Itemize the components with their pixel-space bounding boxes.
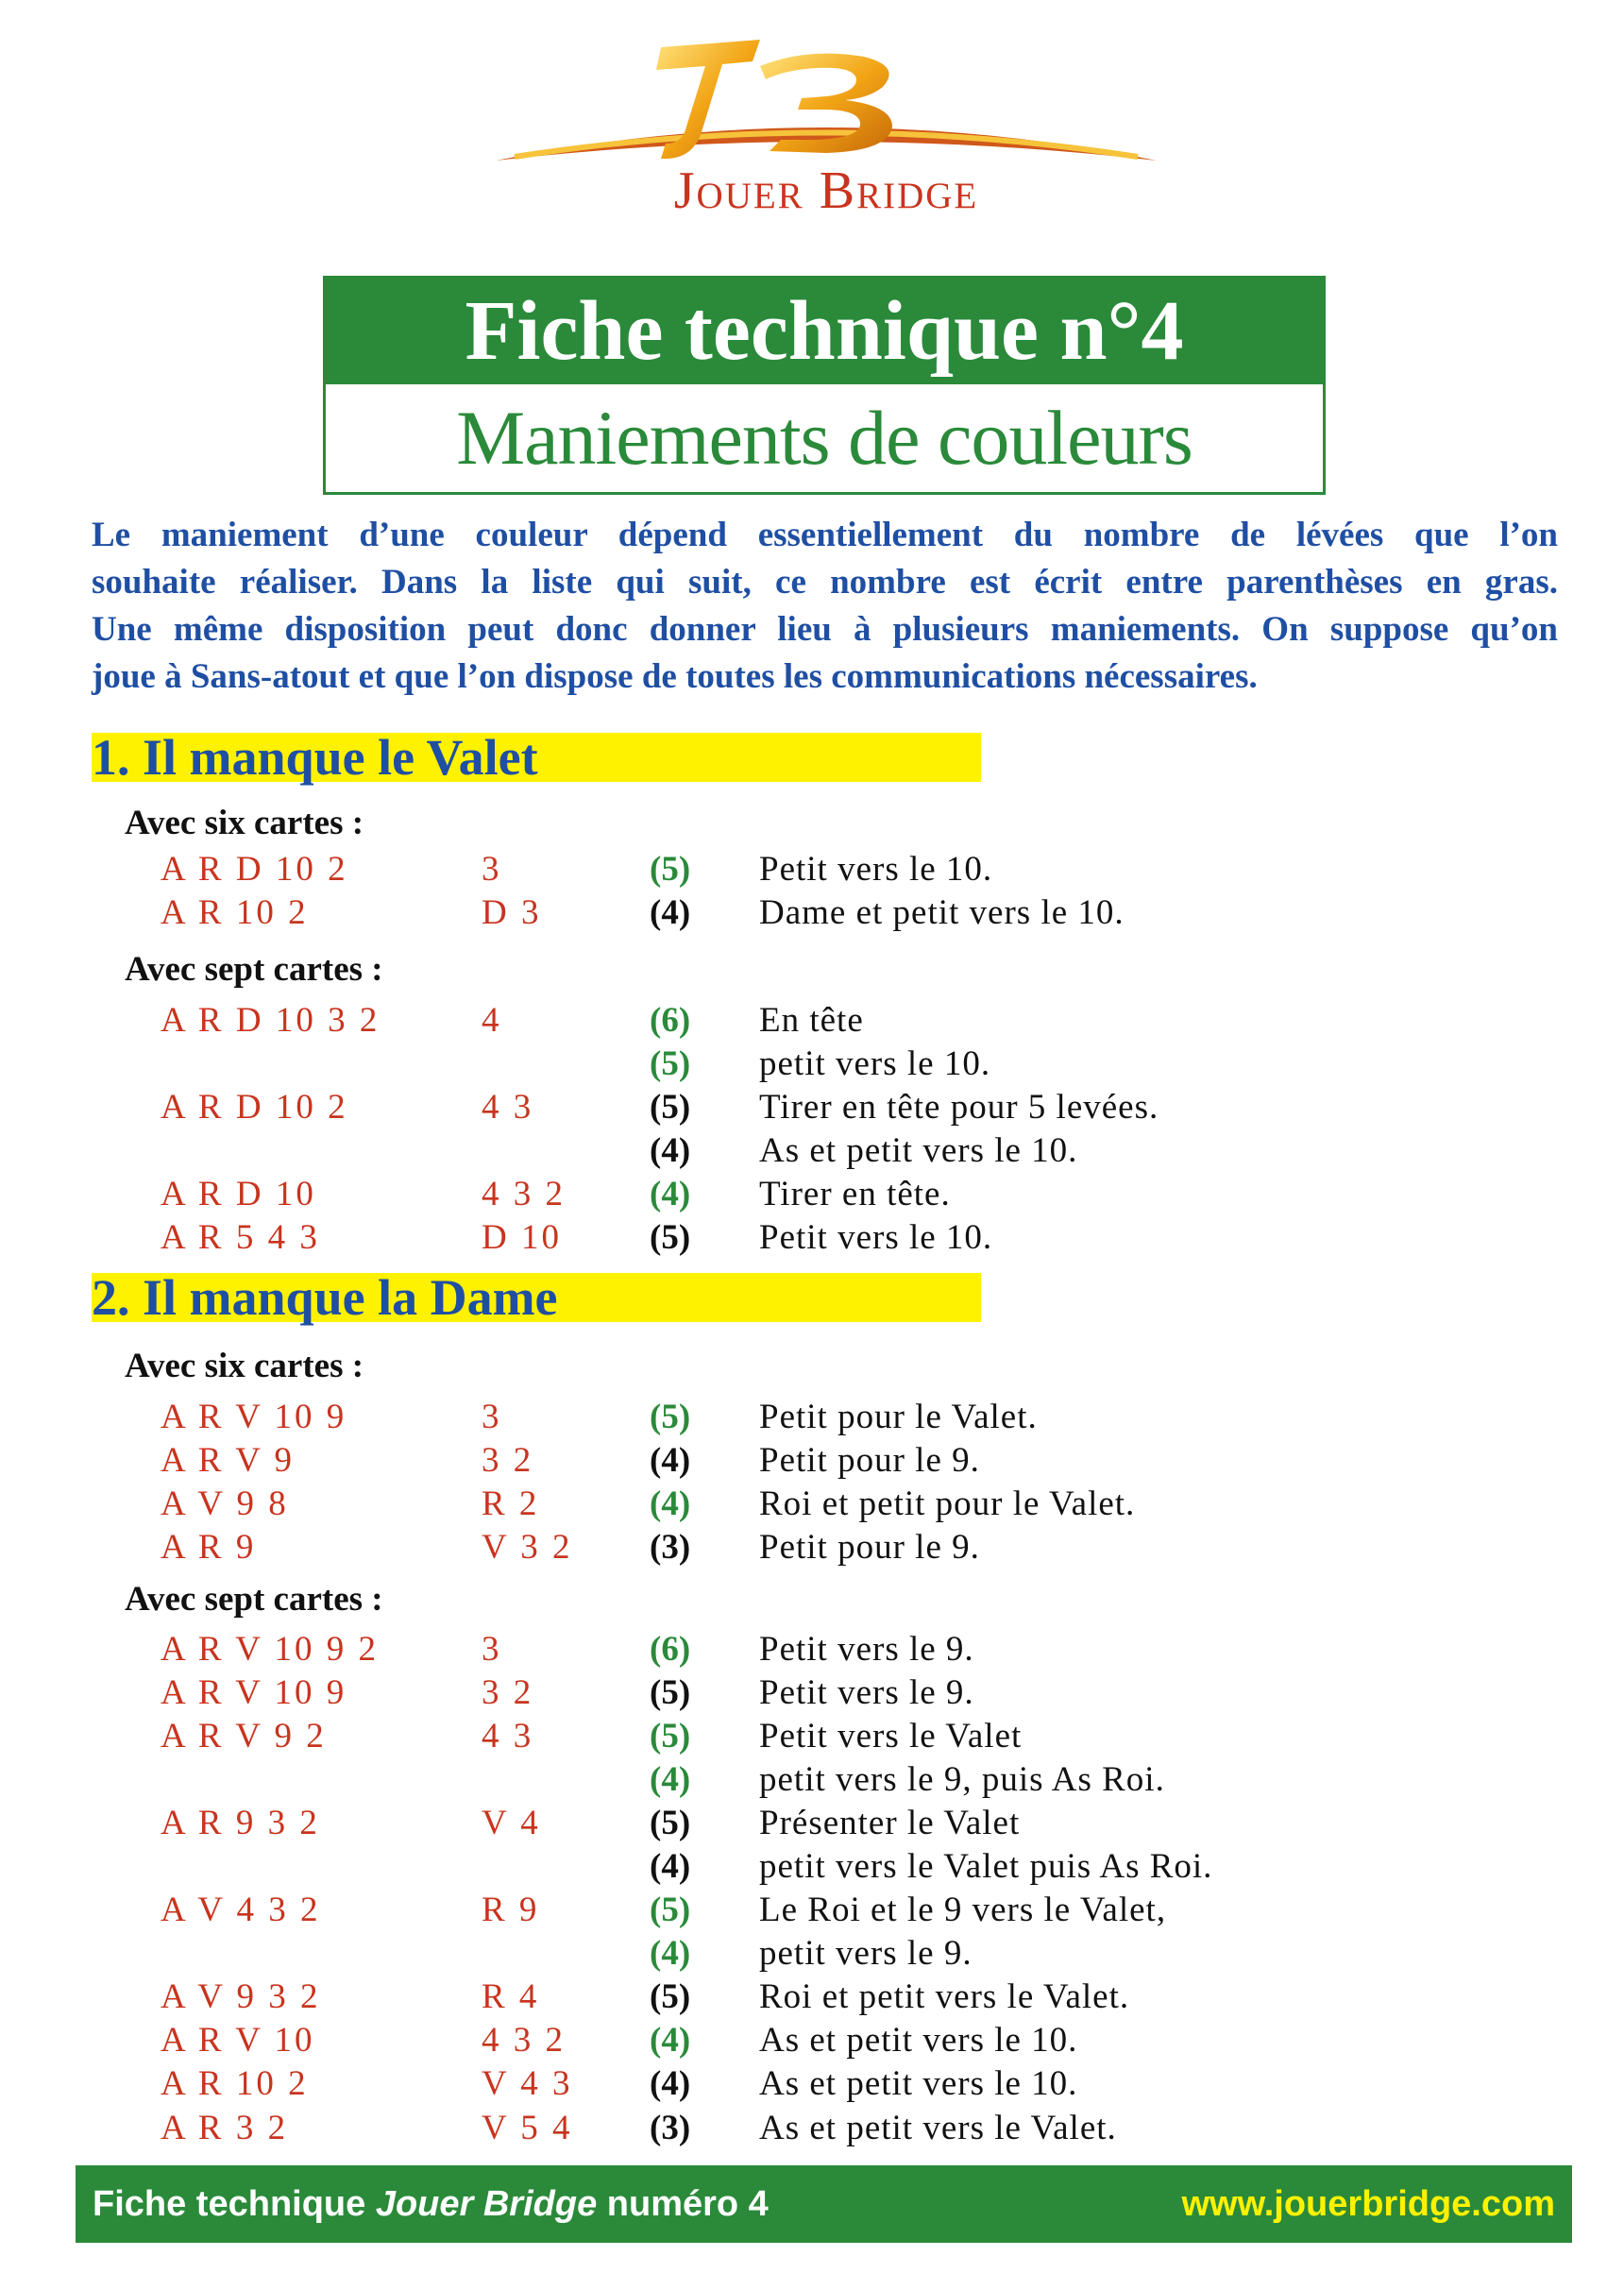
tricks-count: (3) [650,2109,691,2147]
tricks-count: (5) [650,1804,691,1842]
play-description: Petit vers le 10. [759,1218,993,1257]
table-row [0,1483,1624,1526]
tricks-count: (4) [650,1760,691,1799]
play-description: petit vers le 10. [759,1044,991,1083]
table-row [0,1216,1624,1260]
tricks-count: (4) [650,1847,691,1886]
tricks-count: (5) [650,1218,691,1257]
play-description: Petit pour le 9. [759,1528,980,1567]
table-row [0,999,1624,1043]
tricks-count: (4) [650,1441,691,1480]
footer-prefix: Fiche technique [93,2184,376,2224]
table-row [0,1628,1624,1671]
intro-line: joue à Sans-atout et que l’on dispose de toutes les communications nécessaires. [92,657,1258,696]
south-holding: V 3 2 [482,1528,573,1567]
tricks-count: (5) [650,1717,691,1756]
north-holding: A R D 10 2 [161,1088,348,1127]
south-holding: 4 3 2 [482,1175,566,1213]
south-holding: 4 3 2 [482,2021,566,2060]
jouer-bridge-logo [486,28,1166,231]
tricks-count: (4) [650,1484,691,1523]
table-row [0,1396,1624,1439]
south-holding: R 4 [482,1977,540,2016]
footer-suffix: numéro 4 [597,2184,769,2224]
section-heading-missing-queen: 2. Il manque la Dame [92,1273,981,1322]
north-holding: A R 10 2 [161,893,309,932]
table-row [0,1671,1624,1715]
table-row [0,1043,1624,1086]
tricks-count: (5) [650,1673,691,1712]
tricks-count: (6) [650,1630,691,1669]
play-description: petit vers le Valet puis As Roi. [759,1847,1213,1886]
north-holding: A V 4 3 2 [161,1891,321,1929]
table-row [0,1845,1624,1889]
play-description: Présenter le Valet [759,1804,1021,1842]
footer-caption [93,2165,769,2243]
north-holding: A V 9 8 [161,1484,289,1523]
table-row [0,848,1624,891]
south-holding: 3 2 [482,1673,534,1712]
page-title: Fiche technique n°4 [326,279,1323,384]
play-description: Tirer en tête. [759,1175,951,1213]
north-holding: A R V 9 2 [161,1717,327,1756]
south-holding: 3 [482,850,502,889]
table-row [0,2019,1624,2062]
table-row [0,1802,1624,1845]
north-holding: A R 10 2 [161,2064,309,2103]
play-description: As et petit vers le 10. [759,2064,1078,2103]
page-subtitle: Maniements de couleurs [456,395,1193,481]
table-row [0,1526,1624,1569]
play-description: En tête [759,1001,864,1040]
tricks-count: (5) [650,850,691,889]
play-description: Petit vers le Valet [759,1717,1023,1756]
website-link[interactable]: www.jouerbridge.com [1181,2184,1555,2224]
north-holding: A R 9 3 2 [161,1804,320,1842]
south-holding: V 5 4 [482,2109,573,2147]
table-row [0,1086,1624,1129]
table-row [0,1439,1624,1483]
table-row [0,1129,1624,1173]
north-holding: A V 9 3 2 [161,1977,321,2016]
north-holding: A R D 10 3 2 [161,1001,381,1040]
tricks-count: (5) [650,1977,691,2016]
table-row [0,2062,1624,2106]
tricks-count: (4) [650,1175,691,1213]
group-label: Avec six cartes : [125,804,364,842]
play-description: petit vers le 9. [759,1934,973,1973]
table-row [0,1173,1624,1216]
play-description: Petit vers le 10. [759,850,993,889]
table-row [0,1758,1624,1802]
table-row [0,1715,1624,1758]
intro-line: Une même disposition peut donc donner lieu à plusieurs maniements. On suppose qu’on [92,610,1558,649]
table-row [0,891,1624,935]
intro-line: Le maniement d’une couleur dépend essentiellement du nombre de lévées que l’on [92,516,1558,554]
south-holding: 4 3 [482,1088,534,1127]
logo-wordmark: Jouer Bridge [673,161,979,220]
section-heading-missing-jack: 1. Il manque le Valet [92,733,981,782]
tricks-count: (5) [650,1088,691,1127]
south-holding: 4 [482,1001,502,1040]
south-holding: 3 [482,1630,502,1669]
north-holding: A R V 10 9 [161,1398,347,1436]
group-label: Avec sept cartes : [125,1580,383,1619]
north-holding: A R D 10 [161,1175,316,1213]
south-holding: D 10 [482,1218,562,1257]
tricks-count: (6) [650,1001,691,1040]
north-holding: A R 5 4 3 [161,1218,320,1257]
north-holding: A R 3 2 [161,2109,289,2147]
play-description: Roi et petit pour le Valet. [759,1484,1136,1523]
play-description: Petit vers le 9. [759,1630,974,1669]
table-row [0,1932,1624,1976]
tricks-count: (4) [650,893,691,932]
south-holding: D 3 [482,893,542,932]
footer-brand: Jouer Bridge [375,2184,598,2224]
south-holding: V 4 [482,1804,541,1842]
table-row [0,1889,1624,1932]
footer-bar [76,2165,1572,2243]
south-holding: 3 [482,1398,502,1436]
south-holding: R 2 [482,1484,540,1523]
title-box [323,276,1326,495]
play-description: Petit vers le 9. [759,1673,974,1712]
intro-line: souhaite réaliser. Dans la liste qui suit, ce nombre est écrit entre parenthèses en gras. [92,563,1558,602]
tricks-count: (4) [650,1934,691,1973]
tricks-count: (3) [650,1528,691,1567]
north-holding: A R V 9 [161,1441,295,1480]
north-holding: A R 9 [161,1528,257,1567]
north-holding: A R V 10 9 2 [161,1630,379,1669]
tricks-count: (5) [650,1044,691,1083]
play-description: petit vers le 9, puis As Roi. [759,1760,1165,1799]
north-holding: A R V 10 [161,2021,315,2060]
play-description: Petit pour le Valet. [759,1398,1038,1436]
south-holding: 3 2 [482,1441,534,1480]
play-description: As et petit vers le Valet. [759,2109,1117,2147]
play-description: Roi et petit vers le Valet. [759,1977,1130,2016]
south-holding: R 9 [482,1891,540,1929]
play-description: Tirer en tête pour 5 levées. [759,1088,1159,1127]
intro-paragraph [92,512,1558,701]
group-label: Avec sept cartes : [125,950,383,989]
table-row [0,2107,1624,2150]
south-holding: 4 3 [482,1717,534,1756]
group-label: Avec six cartes : [125,1347,364,1385]
south-holding: V 4 3 [482,2064,573,2103]
north-holding: A R V 10 9 [161,1673,347,1712]
play-description: Le Roi et le 9 vers le Valet, [759,1891,1167,1929]
play-description: As et petit vers le 10. [759,2021,1078,2060]
play-description: Petit pour le 9. [759,1441,980,1480]
play-description: Dame et petit vers le 10. [759,893,1125,932]
north-holding: A R D 10 2 [161,850,348,889]
tricks-count: (5) [650,1891,691,1929]
tricks-count: (4) [650,2064,691,2103]
tricks-count: (4) [650,2021,691,2060]
tricks-count: (4) [650,1131,691,1170]
play-description: As et petit vers le 10. [759,1131,1078,1170]
table-row [0,1976,1624,2019]
tricks-count: (5) [650,1398,691,1436]
